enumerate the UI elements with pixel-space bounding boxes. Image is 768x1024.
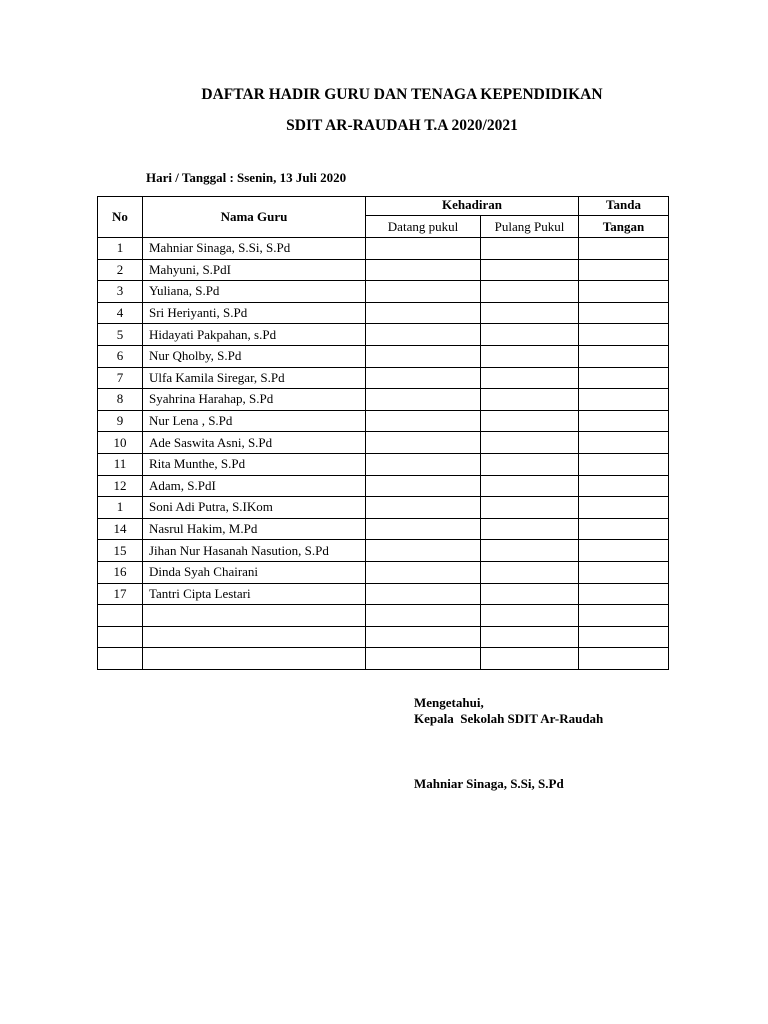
- arrive-cell: [366, 324, 481, 346]
- table-row: [98, 497, 669, 519]
- arrive-cell: [366, 453, 481, 475]
- row-no: [98, 626, 143, 648]
- table-row: [98, 648, 669, 670]
- signature-cell: [579, 518, 669, 540]
- signature-cell: [579, 238, 669, 260]
- arrive-cell: [366, 345, 481, 367]
- row-name: [143, 648, 366, 670]
- signature-cell: [579, 648, 669, 670]
- leave-cell: [481, 475, 579, 497]
- row-name: Hidayati Pakpahan, s.Pd: [143, 324, 366, 346]
- row-name: Nasrul Hakim, M.Pd: [143, 518, 366, 540]
- row-name: Nur Qholby, S.Pd: [143, 345, 366, 367]
- row-name: Mahniar Sinaga, S.Si, S.Pd: [143, 238, 366, 260]
- row-name: Nur Lena , S.Pd: [143, 410, 366, 432]
- row-no: 7: [98, 367, 143, 389]
- signature-cell: [579, 410, 669, 432]
- header-leave: Pulang Pukul: [481, 216, 579, 238]
- arrive-cell: [366, 367, 481, 389]
- table-row: [98, 367, 669, 389]
- leave-cell: [481, 302, 579, 324]
- row-name: Rita Munthe, S.Pd: [143, 453, 366, 475]
- row-name: Jihan Nur Hasanah Nasution, S.Pd: [143, 540, 366, 562]
- arrive-cell: [366, 238, 481, 260]
- row-no: 16: [98, 561, 143, 583]
- leave-cell: [481, 259, 579, 281]
- leave-cell: [481, 518, 579, 540]
- leave-cell: [481, 345, 579, 367]
- row-name: Yuliana, S.Pd: [143, 281, 366, 303]
- table-row: [98, 605, 669, 627]
- document-subtitle: SDIT AR-RAUDAH T.A 2020/2021: [286, 117, 518, 134]
- row-no: [98, 605, 143, 627]
- leave-cell: [481, 583, 579, 605]
- row-name: Tantri Cipta Lestari: [143, 583, 366, 605]
- leave-cell: [481, 324, 579, 346]
- header-name: Nama Guru: [143, 197, 366, 238]
- arrive-cell: [366, 475, 481, 497]
- leave-cell: [481, 367, 579, 389]
- date-line: Hari / Tanggal : Ssenin, 13 Juli 2020: [146, 170, 347, 185]
- header-sign-1: Tanda: [579, 197, 669, 216]
- arrive-cell: [366, 281, 481, 303]
- arrive-cell: [366, 410, 481, 432]
- arrive-cell: [366, 259, 481, 281]
- leave-cell: [481, 605, 579, 627]
- principal-position: Kepala Sekolah SDIT Ar-Raudah: [414, 711, 604, 726]
- table-row: [98, 432, 669, 454]
- arrive-cell: [366, 302, 481, 324]
- arrive-cell: [366, 648, 481, 670]
- row-no: 8: [98, 389, 143, 411]
- table-row: [98, 389, 669, 411]
- row-no: 11: [98, 453, 143, 475]
- row-name: Syahrina Harahap, S.Pd: [143, 389, 366, 411]
- table-row: [98, 540, 669, 562]
- row-name: Ulfa Kamila Siregar, S.Pd: [143, 367, 366, 389]
- row-no: 14: [98, 518, 143, 540]
- header-sign-2: Tangan: [579, 216, 669, 238]
- leave-cell: [481, 626, 579, 648]
- signature-cell: [579, 389, 669, 411]
- signature-cell: [579, 367, 669, 389]
- signature-cell: [579, 302, 669, 324]
- leave-cell: [481, 410, 579, 432]
- leave-cell: [481, 453, 579, 475]
- signature-cell: [579, 497, 669, 519]
- leave-cell: [481, 389, 579, 411]
- signature-cell: [579, 281, 669, 303]
- row-no: 4: [98, 302, 143, 324]
- row-name: Sri Heriyanti, S.Pd: [143, 302, 366, 324]
- arrive-cell: [366, 540, 481, 562]
- leave-cell: [481, 561, 579, 583]
- attendance-table: [97, 196, 669, 670]
- signature-cell: [579, 540, 669, 562]
- row-name: Ade Saswita Asni, S.Pd: [143, 432, 366, 454]
- signature-cell: [579, 453, 669, 475]
- header-arrive: Datang pukul: [366, 216, 481, 238]
- arrive-cell: [366, 432, 481, 454]
- row-no: 1: [98, 497, 143, 519]
- signature-cell: [579, 475, 669, 497]
- row-name: Soni Adi Putra, S.IKom: [143, 497, 366, 519]
- signature-cell: [579, 345, 669, 367]
- row-name: [143, 605, 366, 627]
- leave-cell: [481, 238, 579, 260]
- arrive-cell: [366, 605, 481, 627]
- row-no: 5: [98, 324, 143, 346]
- leave-cell: [481, 281, 579, 303]
- signature-cell: [579, 432, 669, 454]
- header-attendance: Kehadiran: [366, 197, 579, 216]
- signature-cell: [579, 259, 669, 281]
- row-no: 12: [98, 475, 143, 497]
- signature-cell: [579, 561, 669, 583]
- signature-cell: [579, 583, 669, 605]
- table-row: [98, 259, 669, 281]
- row-no: 10: [98, 432, 143, 454]
- row-name: [143, 626, 366, 648]
- signature-cell: [579, 626, 669, 648]
- principal-name: Mahniar Sinaga, S.Si, S.Pd: [414, 776, 564, 791]
- table-row: [98, 583, 669, 605]
- arrive-cell: [366, 626, 481, 648]
- signature-cell: [579, 605, 669, 627]
- row-no: 6: [98, 345, 143, 367]
- acknowledged-label: Mengetahui,: [414, 695, 484, 710]
- row-no: [98, 648, 143, 670]
- arrive-cell: [366, 389, 481, 411]
- leave-cell: [481, 497, 579, 519]
- row-no: 2: [98, 259, 143, 281]
- arrive-cell: [366, 561, 481, 583]
- table-row: [98, 302, 669, 324]
- arrive-cell: [366, 583, 481, 605]
- row-no: 3: [98, 281, 143, 303]
- table-row: [98, 453, 669, 475]
- table-row: [98, 561, 669, 583]
- table-row: [98, 281, 669, 303]
- table-row: [98, 626, 669, 648]
- table-row: [98, 475, 669, 497]
- row-no: 17: [98, 583, 143, 605]
- leave-cell: [481, 432, 579, 454]
- row-name: Mahyuni, S.PdI: [143, 259, 366, 281]
- table-row: [98, 345, 669, 367]
- arrive-cell: [366, 518, 481, 540]
- signature-cell: [579, 324, 669, 346]
- table-row: [98, 238, 669, 260]
- header-no: No: [98, 197, 143, 238]
- document-title: DAFTAR HADIR GURU DAN TENAGA KEPENDIDIKAN: [201, 86, 603, 103]
- table-row: [98, 324, 669, 346]
- row-no: 9: [98, 410, 143, 432]
- row-no: 1: [98, 238, 143, 260]
- row-name: Dinda Syah Chairani: [143, 561, 366, 583]
- leave-cell: [481, 540, 579, 562]
- arrive-cell: [366, 497, 481, 519]
- leave-cell: [481, 648, 579, 670]
- table-row: [98, 410, 669, 432]
- table-row: [98, 518, 669, 540]
- row-no: 15: [98, 540, 143, 562]
- row-name: Adam, S.PdI: [143, 475, 366, 497]
